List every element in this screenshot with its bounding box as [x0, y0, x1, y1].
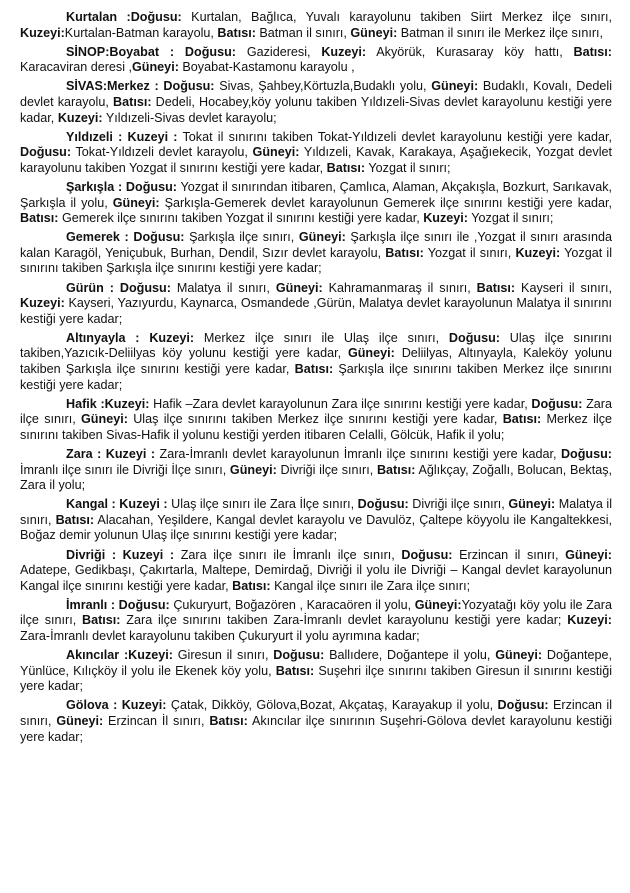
- boundary-label: Doğusu:: [560, 446, 613, 461]
- boundary-text: Merkez ilçe sınırını takiben Sivas-Hafik il yolunu kestiği yerden itibaren Celalli, Gölcük, Hafik il yolu;: [20, 412, 612, 442]
- boundary-label: Kuzeyi:: [321, 44, 367, 59]
- boundary-label: Batısı:: [326, 160, 366, 175]
- boundary-label: Kuzeyi:: [515, 245, 561, 260]
- boundary-text: Boyabat-Kastamonu karayolu ,: [178, 60, 355, 75]
- boundary-text: Yozgat il sınırı;: [365, 160, 451, 175]
- boundary-text: İmranlı ilçe sınırı ile Divriği İlçe sınırı,: [20, 462, 230, 477]
- boundary-text: Ağlıkçay, Zoğallı, Bolucan, Bektaş, Zara il yolu;: [20, 462, 612, 493]
- boundary-label: Güneyi:: [132, 60, 179, 75]
- boundary-text: Yıldızeli, Kavak, Karakaya, Aşağıekecik, Yozgat devlet karayolunu takiben Yozgat il sınırını kestiği yere kadar,: [20, 145, 612, 175]
- boundary-text: Şarkışla ilçe sınırı,: [184, 230, 299, 245]
- boundary-text: Budaklı, Kovalı, Dedeli devlet karayolu,: [20, 79, 613, 109]
- boundary-label: Batısı:: [275, 663, 315, 678]
- boundary-label: Doğusu:: [531, 396, 583, 411]
- boundary-label: Doğusu:: [125, 179, 177, 194]
- boundary-label: Yıldızeli :: [66, 129, 123, 144]
- district-boundary-paragraph: [20, 281, 612, 328]
- boundary-text: [116, 548, 123, 562]
- boundary-label: İmranlı :: [66, 597, 116, 612]
- boundary-label: SİVAS:Merkez :: [66, 79, 159, 94]
- boundary-text: Erzincan il sınırı,: [20, 698, 612, 728]
- boundary-label: Şarkışla :: [66, 179, 123, 194]
- boundary-label: Batısı:: [55, 512, 95, 527]
- boundary-text: Dedeli, Hocabey,köy yolunu takiben Yıldızeli-Sivas devlet karayolunu kestiği yere kadar,: [20, 94, 612, 125]
- boundary-label: Doğusu:: [118, 597, 170, 612]
- boundary-label: Güneyi:: [347, 346, 395, 361]
- boundary-text: Akıncılar ilçe sınırının Suşehri-Gölova devlet karayolunu kestiği yere kadar;: [20, 713, 612, 744]
- district-boundary-paragraph: [20, 130, 612, 177]
- boundary-label: Güneyi:: [298, 230, 346, 245]
- boundary-label: Doğusu:: [357, 497, 409, 512]
- boundary-label: Doğusu:: [184, 44, 236, 59]
- boundary-text: Suşehri ilçe sınırını takiben Giresun il sınırını kestiği yere kadar;: [20, 663, 612, 694]
- boundary-label: Güneyi:: [112, 195, 160, 210]
- boundary-text: Alacahan, Yeşildere, Kangal devlet karayolu ve Davulöz, Çaltepe köyyolu ile Kangaltekkesi, Boğaz demir yolunun Ulaş ilçe sınırını kestiği yere kadar;: [20, 512, 612, 543]
- boundary-text: Çatak, Dikköy, Gölova,Bozat, Akçataş, Karayakup il yolu,: [166, 698, 498, 713]
- boundary-label: SİNOP:Boyabat :: [66, 44, 175, 59]
- district-boundary-paragraph: [20, 230, 612, 277]
- boundary-label: Güneyi:: [495, 648, 543, 663]
- boundary-text: Tokat-Yıldızeli devlet karayolu,: [71, 145, 253, 160]
- boundary-text: Yozgat il sınırı;: [468, 211, 554, 226]
- boundary-text: Akyörük, Kurasaray köy hattı,: [366, 44, 574, 59]
- boundary-label: Doğusu:: [497, 698, 549, 713]
- boundary-label: Doğusu:: [273, 648, 325, 663]
- boundary-text: Ulaş ilçe sınırı ile Zara İlçe sınırı,: [167, 497, 358, 512]
- boundary-label: Doğusu:: [448, 330, 500, 345]
- boundary-label: Doğusu:: [119, 280, 171, 295]
- boundary-text: Çukuryurt, Boğazören , Karacaören il yolu,: [169, 597, 415, 612]
- boundary-text: Gemerek ilçe sınırını takiben Yozgat il sınırını kestiği yere kadar,: [58, 211, 424, 226]
- boundary-text: Ulaş ilçe sınırını takiben Merkez ilçe sınırını kestiği yere kadar,: [127, 412, 503, 427]
- boundary-text: Divriği ilçe sınırı,: [276, 462, 377, 477]
- district-boundary-paragraph: [20, 497, 612, 544]
- boundary-text: Hafik –Zara devlet karayolunun Zara ilçe sınırını kestiği yere kadar,: [149, 396, 532, 411]
- boundary-text: Malatya il sınırı,: [20, 497, 612, 527]
- boundary-label: Güneyi:: [350, 25, 398, 40]
- boundary-text: Batman il sınırı ile Merkez ilçe sınırı,: [397, 25, 604, 40]
- boundary-label: Gemerek :: [66, 230, 129, 245]
- boundary-text: Zara-İmranlı devlet karayolunun İmranlı ilçe sınırını kestiği yere kadar,: [155, 446, 561, 461]
- district-boundary-paragraph: [20, 180, 612, 227]
- boundary-label: Altınyayla :: [66, 330, 140, 345]
- boundary-text: Yozgat il sınırı,: [423, 245, 516, 260]
- boundary-text: Adatepe, Gedikbaşı, Çakırtarla, Maltepe, Demirdağ, Divriği il yolu ile Divriği – Kangal devlet karayolunun Kangal ilçe sınırını kestiği yere kadar,: [20, 563, 612, 593]
- boundary-label: Kuzeyi :: [119, 497, 168, 512]
- boundary-label: Kuzeyi:: [20, 25, 65, 40]
- boundary-text: Şarkışla ilçe sınırını takiben Merkez ilçe sınırını kestiği yere kadar;: [20, 361, 612, 392]
- boundary-label: Divriği :: [66, 547, 117, 562]
- boundary-text: Doğantepe, Yünlüce, Kılıçköy il yolu ile Ekenek köy yolu,: [20, 648, 612, 678]
- district-boundary-paragraph: [20, 598, 612, 645]
- boundary-text: Karacaviran deresi ,: [20, 60, 132, 75]
- boundary-label: Gölova :: [66, 698, 118, 713]
- boundary-text: Zara ilçe sınırı ile İmranlı ilçe sınırı,: [174, 547, 402, 562]
- boundary-text: Şarkışla-Gemerek devlet karayolunun Gemerek ilçe sınırını kestiği yere kadar,: [159, 195, 612, 210]
- boundary-label: Kurtalan :: [66, 10, 131, 24]
- boundary-text: Ulaş ilçe sınırını takiben,Yazıcık-Deliilyas köy yolunu kestiği yere kadar,: [20, 330, 613, 361]
- boundary-label: Güneyi:: [252, 145, 300, 160]
- boundary-label: Kangal :: [66, 497, 116, 512]
- boundary-label: Zara :: [66, 446, 102, 461]
- district-boundary-paragraph: [20, 331, 612, 393]
- boundary-label: Kuzeyi:: [20, 296, 65, 311]
- boundary-label: Batısı:: [113, 94, 152, 109]
- boundary-text: Erzincan İl sınırı,: [103, 713, 210, 728]
- boundary-label: Doğusu:: [401, 547, 453, 562]
- boundary-label: Güneyi:: [229, 462, 277, 477]
- district-boundary-paragraph: [20, 79, 612, 126]
- boundary-label: Batısı:: [385, 245, 424, 260]
- boundary-label: Güneyi:: [431, 79, 479, 94]
- boundary-label: Kuzeyi:: [149, 330, 195, 345]
- district-boundary-paragraph: [20, 698, 612, 745]
- boundary-label: Güneyi:: [81, 412, 128, 427]
- boundary-label: Batısı:: [82, 613, 121, 628]
- boundary-text: Şarkışla ilçe sınırı ile ,Yozgat il sınırı arasında kalan Karagöl, Yeniçubuk, Burhan, Dendil, Sızır devlet karayolu,: [20, 230, 612, 260]
- boundary-text: Gazideresi,: [236, 44, 322, 59]
- boundary-text: Erzincan il sınırı,: [452, 547, 566, 562]
- boundary-label: Güneyi:: [275, 280, 323, 295]
- boundary-text: Giresun il sınırı,: [172, 648, 274, 663]
- boundary-text: Kurtalan, Bağlıca, Yuvalı karayolunu takiben Siirt Merkez ilçe sınırı,: [181, 10, 612, 24]
- boundary-label: Batısı:: [209, 713, 248, 728]
- boundary-text: Batman il sınırı,: [255, 25, 351, 40]
- boundary-text: [140, 331, 150, 345]
- boundary-label: Doğusu:: [133, 230, 185, 245]
- boundary-text: Tokat il sınırını takiben Tokat-Yıldızeli devlet karayolunu kestiği yere kadar,: [177, 129, 613, 144]
- boundary-label: Hafik :Kuzeyi:: [66, 396, 150, 411]
- boundary-label: Kuzeyi :: [122, 547, 175, 562]
- boundary-label: Kuzeyi:: [423, 211, 468, 226]
- boundary-text: Ballıdere, Doğantepe il yolu,: [324, 648, 496, 663]
- boundary-label: Güneyi:: [565, 547, 612, 562]
- boundary-label: Kuzeyi :: [105, 446, 156, 461]
- district-boundary-paragraph: [20, 45, 612, 76]
- boundary-label: Kuzeyi :: [127, 129, 178, 144]
- boundary-text: Kayseri il sınırı,: [515, 280, 612, 295]
- boundary-text: Kahramanmaraş il sınırı,: [322, 280, 477, 295]
- boundary-text: Deliilyas, Altınyayla, Kaleköy yolunu takiben Şarkışla ilçe sınırını kestiği yere kadar,: [20, 346, 612, 376]
- boundary-label: Kuzeyi:: [121, 698, 167, 713]
- boundary-text: Merkez ilçe sınırı ile Ulaş ilçe sınırı,: [194, 330, 449, 345]
- boundary-label: Akıncılar :Kuzeyi:: [66, 648, 173, 663]
- boundary-text: Sivas, Şahbey,Körtuzla,Budaklı yolu,: [214, 79, 432, 94]
- boundary-text: Kangal ilçe sınırı ile Zara ilçe sınırı;: [270, 578, 471, 593]
- district-boundary-paragraph: [20, 10, 612, 41]
- boundary-text: Zara ilçe sınırını takiben Zara-İmranlı devlet karayolunu kestiği yere kadar;: [120, 613, 568, 628]
- boundary-label: Güneyi:: [508, 497, 556, 512]
- boundary-label: Doğusu:: [163, 79, 215, 94]
- boundary-text: Zara ilçe sınırı,: [20, 396, 612, 427]
- boundary-label: Batısı:: [376, 462, 416, 477]
- boundary-label: Doğusu:: [130, 10, 182, 24]
- boundary-text: Malatya il sınırı,: [170, 280, 276, 295]
- boundary-text: [174, 45, 185, 59]
- boundary-text: Zara-İmranlı devlet karayolunu takiben Çukuryurt il yolu ayrımına kadar;: [20, 628, 420, 643]
- boundary-label: Batısı:: [502, 412, 542, 427]
- boundary-label: Güneyi:: [414, 597, 462, 612]
- boundary-label: Gürün :: [66, 280, 114, 295]
- district-boundary-paragraph: [20, 447, 612, 494]
- boundary-label: Batısı:: [232, 578, 271, 593]
- boundary-label: Batısı:: [476, 280, 516, 295]
- boundary-label: Batısı:: [573, 44, 613, 59]
- boundary-text: Yıldızeli-Sivas devlet karayolu;: [102, 110, 277, 125]
- district-boundary-paragraph: [20, 548, 612, 595]
- boundary-text: Yozgat il sınırından itibaren, Çamlıca, Alaman, Akçakışla, Bozkurt, Sarıkavak, Şarkışla il yolu,: [20, 179, 613, 210]
- boundary-text: Divriği ilçe sınırı,: [408, 497, 509, 512]
- boundary-label: Doğusu:: [20, 145, 72, 160]
- boundary-label: Güneyi:: [56, 713, 104, 728]
- boundary-label: Batısı:: [20, 211, 59, 226]
- district-boundary-paragraph: [20, 648, 612, 695]
- boundary-text: Yozgat il sınırını takiben Şarkışla ilçe sınırını kestiği yere kadar;: [20, 245, 613, 276]
- boundary-text: Yozyatağı köy yolu ile Zara ilçe sınırı,: [20, 597, 612, 628]
- boundary-label: Batısı:: [294, 361, 334, 376]
- boundary-label: Kuzeyi:: [57, 110, 103, 125]
- boundary-text: Kayseri, Yazıyurdu, Kaynarca, Osmandede ,Gürün, Malatya devlet karayolunun Malatya il sınırını kestiği yere kadar;: [20, 296, 612, 326]
- district-boundary-paragraph: [20, 397, 612, 444]
- boundary-text: Kurtalan-Batman karayolu,: [64, 25, 218, 40]
- boundary-label: Kuzeyi:: [567, 613, 613, 628]
- boundary-label: Batısı:: [217, 25, 256, 40]
